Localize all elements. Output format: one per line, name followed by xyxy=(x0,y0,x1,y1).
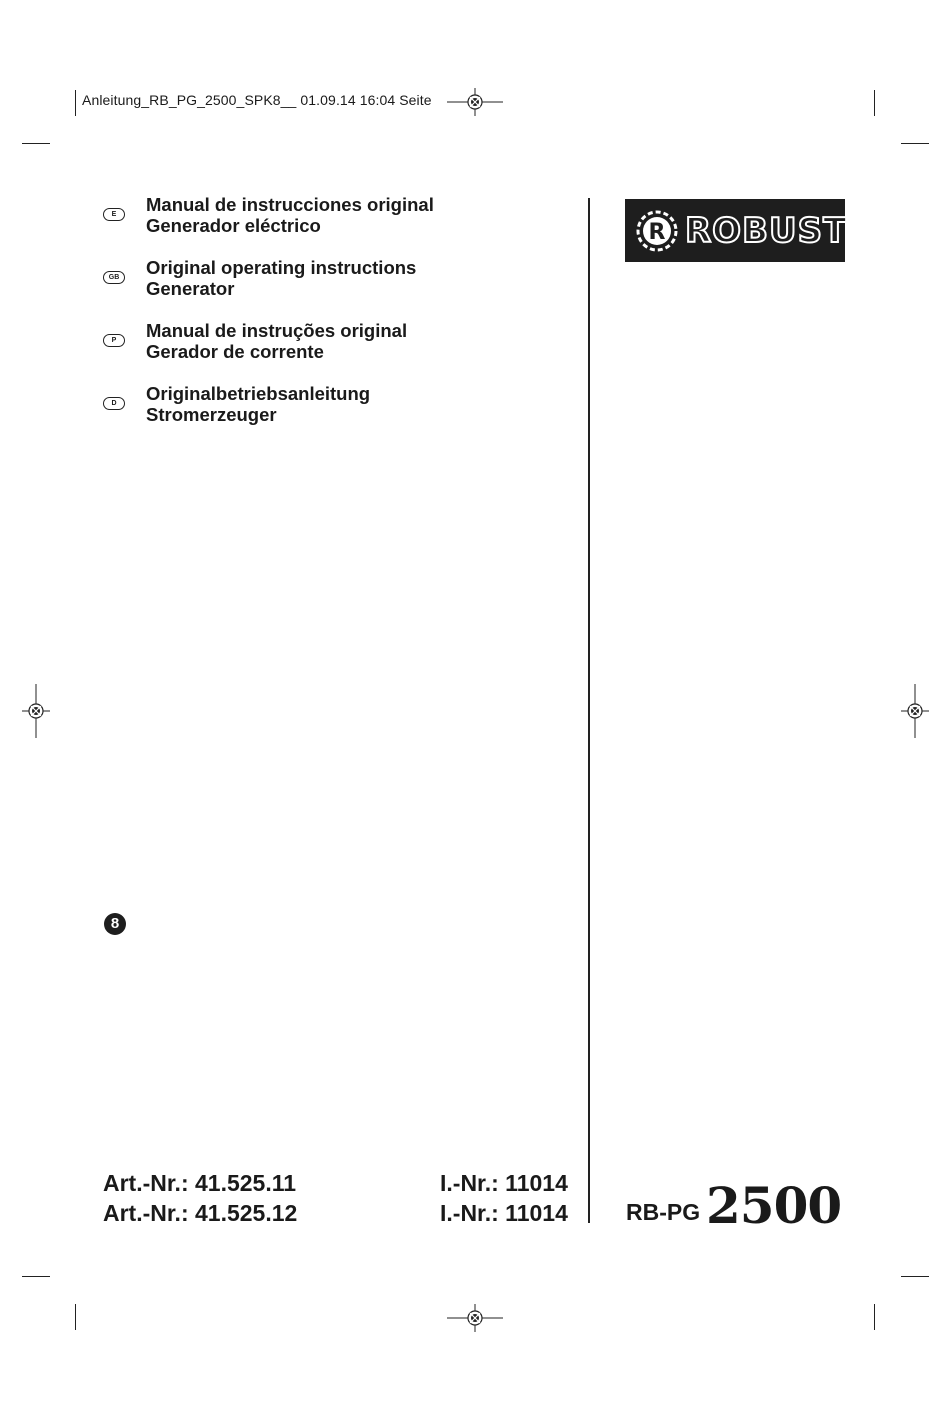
manual-title-line2: Gerador de corrente xyxy=(146,341,324,362)
manual-title-line2: Stromerzeuger xyxy=(146,404,277,425)
crop-mark-top-left-h xyxy=(22,143,50,144)
crop-mark-top-right-v xyxy=(874,90,875,116)
language-code-gb: GB xyxy=(103,271,125,284)
manual-title-line1: Original operating instructions xyxy=(146,257,417,278)
brand-logo xyxy=(625,199,848,262)
article-number: Art.-Nr.: 41.525.11 xyxy=(103,1170,297,1196)
manual-title-de xyxy=(146,383,370,425)
article-number: Art.-Nr.: 41.525.12 xyxy=(103,1200,298,1226)
manual-title-line1: Originalbetriebsanleitung xyxy=(146,383,371,404)
manual-title-es xyxy=(146,194,434,236)
item-number: I.-Nr.: 11014 xyxy=(440,1200,568,1226)
language-code-e: E xyxy=(103,208,125,221)
print-slug: Anleitung_RB_PG_2500_SPK8__ 01.09.14 16:04 Seite xyxy=(82,92,432,108)
manual-title-line2: Generator xyxy=(146,278,235,299)
page-marker-badge: 8 xyxy=(104,913,126,935)
manual-title-pt xyxy=(146,320,407,362)
manual-title-gb xyxy=(146,257,416,299)
crop-mark-bottom-right-h xyxy=(901,1276,929,1277)
crop-mark-bottom-left-v xyxy=(75,1304,76,1330)
manual-title-line1: Manual de instrucciones original xyxy=(146,194,434,215)
registration-mark-right-icon xyxy=(901,684,929,738)
svg-text:R: R xyxy=(648,220,666,245)
model-prefix: RB-PG xyxy=(626,1199,701,1225)
crop-mark-top-right-h xyxy=(901,143,929,144)
manual-title-line1: Manual de instruções original xyxy=(146,320,408,341)
crop-mark-bottom-right-v xyxy=(874,1304,875,1330)
language-code-p: P xyxy=(103,334,125,347)
crop-mark-bottom-left-h xyxy=(22,1276,50,1277)
language-code-d: D xyxy=(103,397,125,410)
model-number: 2500 xyxy=(706,1176,842,1235)
manual-title-line2: Generador eléctrico xyxy=(146,215,321,236)
registration-mark-bottom-icon xyxy=(447,1304,503,1332)
brand-name: ROBUST xyxy=(685,211,848,251)
crop-mark-top-left-v xyxy=(75,90,76,116)
registration-mark-left-icon xyxy=(22,684,50,738)
gear-r-icon xyxy=(633,207,681,255)
column-divider xyxy=(588,198,590,1223)
registration-mark-top-icon xyxy=(447,88,503,116)
item-number: I.-Nr.: 11014 xyxy=(440,1170,568,1196)
